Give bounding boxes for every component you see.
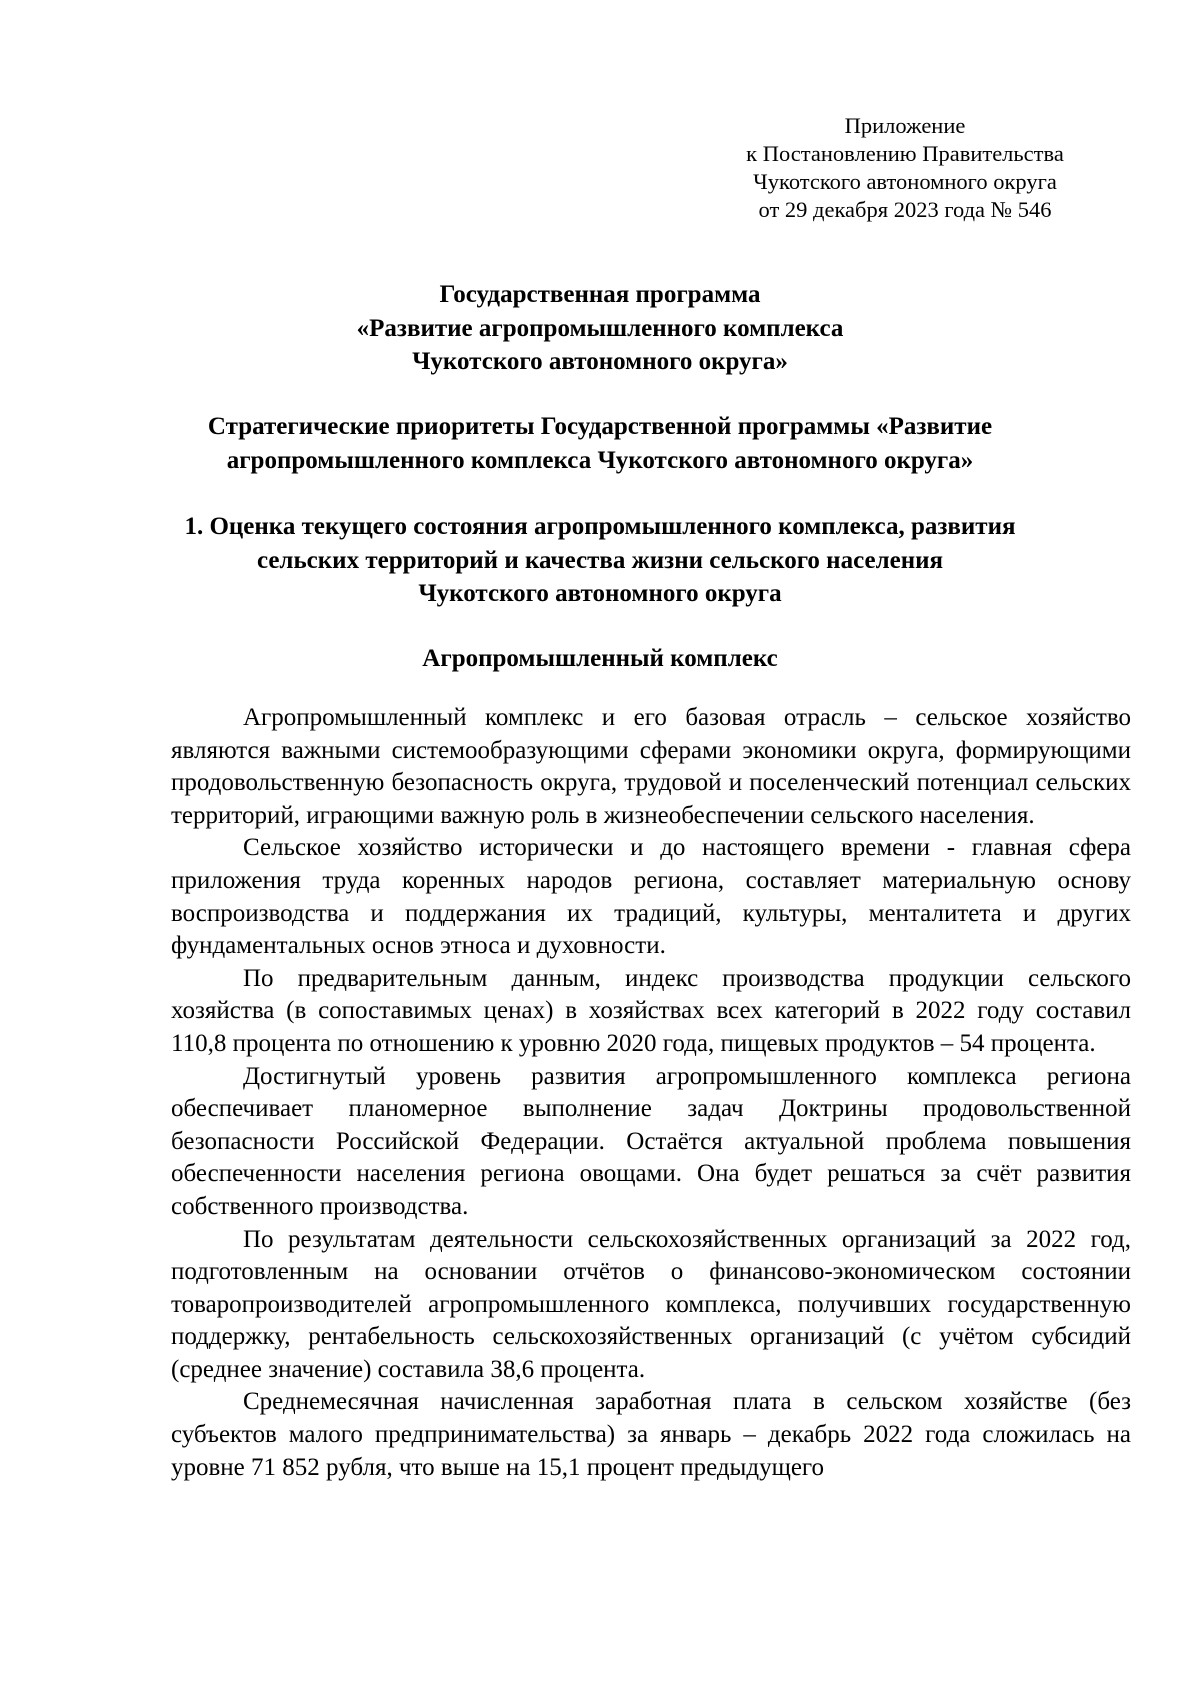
section-heading bbox=[150, 510, 1050, 611]
paragraph: Агропромышленный комплекс и его базовая отрасль – сельское хозяйство являются важными системообразующими сферами экономики округа, формирующими продовольственную безопасность округа, трудовой и поселенческий потенциал сельских территорий, играющими важную роль в жизнеобеспечении сельского населения. bbox=[171, 704, 1131, 829]
program-title-line: Чукотского автономного округа» bbox=[412, 348, 788, 375]
appendix-label: Приложение bbox=[844, 113, 966, 138]
paragraph: По предварительным данным, индекс производства продукции сельского хозяйства (в сопоставимых ценах) в хозяйствах всех категорий в 2022 году составил 110,8 процента по отношению к уровню 2020 года, пищевых продуктов – 54 процента. bbox=[171, 964, 1131, 1057]
paragraph: Сельское хозяйство исторически и до настоящего времени - главная сфера приложения труда коренных народов региона, составляет материальную основу воспроизводства и поддержания их традиций, культуры, менталитета и других фундаментальных основ этноса и духовности. bbox=[171, 834, 1131, 960]
priorities-heading-line: агропромышленного комплекса Чукотского автономного округа» bbox=[226, 446, 974, 474]
body-text bbox=[171, 702, 1131, 1484]
appendix-region: Чукотского автономного округа bbox=[753, 169, 1057, 194]
paragraph: По результатам деятельности сельскохозяйственных организаций за 2022 год, подготовленным на основании отчётов о финансово-экономическом состоянии товаропроизводителей агропромышленного комплекса, получивших государственную поддержку, рентабельность сельскохозяйственных организаций (с учётом субсидий (среднее значение) составила 38,6 процента. bbox=[171, 1225, 1131, 1383]
appendix-block bbox=[710, 112, 1100, 224]
program-title-line: Государственная программа bbox=[439, 281, 761, 308]
subsection-heading bbox=[150, 642, 1050, 676]
section-heading-line: сельских территорий и качества жизни сельского населения bbox=[256, 546, 944, 574]
section-heading-line: Чукотского автономного округа bbox=[418, 580, 782, 607]
subsection-heading-text: Агропромышленный комплекс bbox=[422, 645, 778, 672]
appendix-resolution: к Постановлению Правительства bbox=[746, 141, 1064, 166]
appendix-date: от 29 декабря 2023 года № 546 bbox=[758, 197, 1052, 222]
program-title-line: «Развитие агропромышленного комплекса bbox=[356, 314, 844, 342]
priorities-heading bbox=[150, 410, 1050, 477]
priorities-heading-line: Стратегические приоритеты Государственной программы «Развитие bbox=[207, 413, 993, 440]
section-heading-line: 1. Оценка текущего состояния агропромышленного комплекса, развития bbox=[184, 513, 1016, 540]
paragraph: Достигнутый уровень развития агропромышленного комплекса региона обеспечивает планомерное выполнение задач Доктрины продовольственной безопасности Российской Федерации. Остаётся актуальной проблема повышения обеспеченности населения региона овощами. Она будет решаться за счёт развития собственного производства. bbox=[171, 1062, 1131, 1220]
paragraph: Среднемесячная начисленная заработная плата в сельском хозяйстве (без субъектов малого предпринимательства) за январь – декабрь 2022 года сложилась на уровне 71 852 рубля, что выше на 15,1 процент предыдущего bbox=[171, 1388, 1131, 1481]
program-title bbox=[150, 278, 1050, 379]
